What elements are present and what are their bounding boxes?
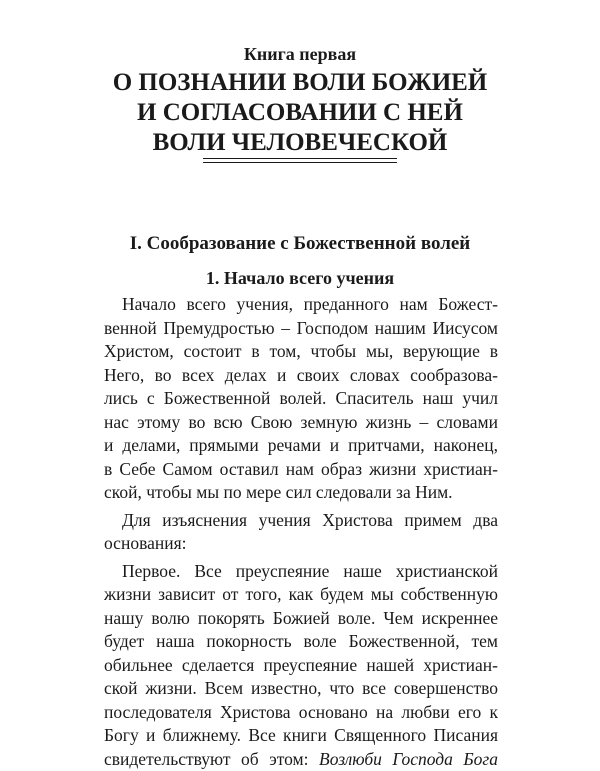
text-line: в Себе Самом оставил нам образ жизни христиан- — [104, 458, 498, 482]
text-line: лись с Божественной волей. Спаситель наш учил — [104, 387, 498, 411]
title-divider-bottom — [203, 162, 397, 163]
main-title — [0, 68, 600, 158]
text-line: и делами, прямыми речами и притчами, наконец, — [104, 434, 498, 458]
text-line — [104, 748, 498, 771]
text-line: ской, чтобы мы по мере сил следовали за Ним. — [104, 481, 498, 505]
text-line: нашу волю покорять Божией воле. Чем искреннее — [104, 607, 498, 631]
title-line: ВОЛИ ЧЕЛОВЕЧЕСКОЙ — [0, 128, 600, 158]
title-line: О ПОЗНАНИИ ВОЛИ БОЖИЕЙ — [0, 68, 600, 98]
italic-quote: Возлюби Господа Бога — [319, 749, 498, 769]
text-line: последователя Христова основано на любви его к — [104, 701, 498, 725]
text-line: ской жизни. Всем известно, что все совершенство — [104, 677, 498, 701]
text-line: Христом, состоит в том, чтобы мы, верующие в — [104, 340, 498, 364]
book-label: Книга первая — [0, 44, 600, 65]
text-line: жизни зависит от того, как будем мы собственную — [104, 583, 498, 607]
subsection-title: 1. Начало всего учения — [0, 268, 600, 289]
title-divider-top — [203, 158, 397, 159]
text-line: основания: — [104, 532, 498, 556]
title-line: И СОГЛАСОВАНИИ С НЕЙ — [0, 98, 600, 128]
text-line: Для изъяснения учения Христова примем два — [104, 509, 498, 533]
body-text — [104, 293, 498, 771]
text-line: венной Премудростью – Господом нашим Иисусом — [104, 317, 498, 341]
text-line: Него, во всех делах и своих словах сообразова- — [104, 364, 498, 388]
text-line: Первое. Все преуспеяние наше христианской — [104, 560, 498, 584]
text-line: Богу и ближнему. Все книги Священного Писания — [104, 724, 498, 748]
text-line: обильнее сделается преуспеяние нашей христиан- — [104, 654, 498, 678]
text-line: будет наша покорность воле Божественной, тем — [104, 630, 498, 654]
text-line: нас этому во всю Свою земную жизнь – словами — [104, 411, 498, 435]
text-span: свидетельствуют об этом: — [104, 749, 319, 769]
section-title: I. Сообразование с Божественной волей — [0, 233, 600, 255]
text-line: Начало всего учения, преданного нам Божест- — [104, 293, 498, 317]
